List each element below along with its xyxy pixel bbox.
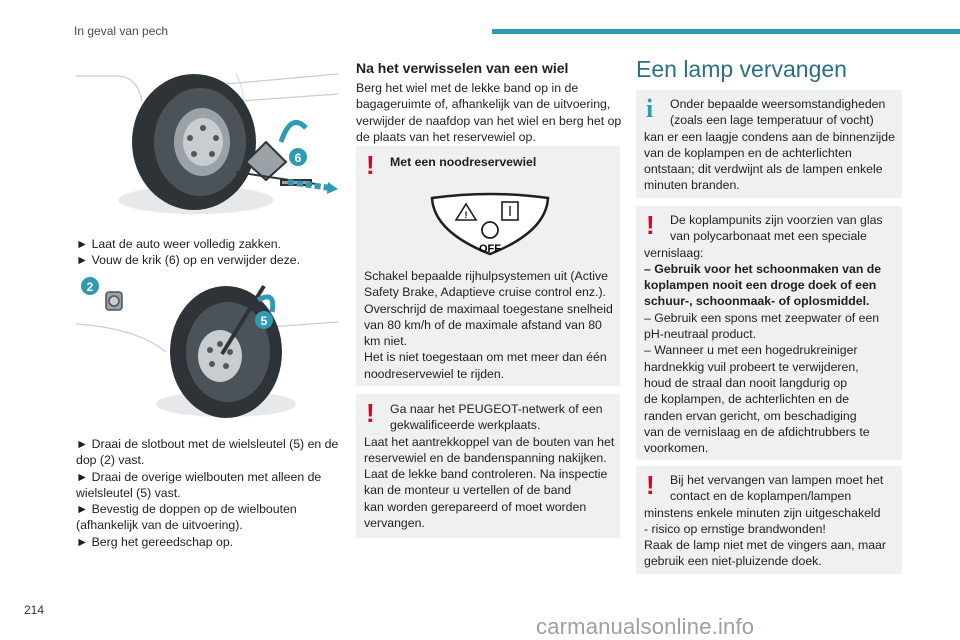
text-line: voorkomen. [644,441,709,456]
bullet-line: wielsleutel (5) vast. [76,485,181,500]
svg-text:!: ! [464,210,468,220]
warning-icon: ! [366,398,375,428]
warning-body-workshop [364,398,616,531]
bullet-line: ► Draai de overige wielbouten met alleen de [76,469,322,484]
bullet-line: ► Berg het gereedschap op. [76,534,234,549]
paragraph-store-wheel [356,80,626,146]
warning-body-polycarbonate [644,212,900,456]
text-line: contact en de koplampen/lampen [670,489,852,504]
text-line: kan er een laagje condens aan de binnenzijde [644,129,895,144]
text-line: – Wanneer u met een hogedrukreiniger [644,343,858,358]
callout-2-label: 2 [86,280,94,294]
text-line: Safety Brake, Adaptieve cruise control enz.). [364,285,606,300]
text-line: Raak de lamp niet met de vingers aan, maar [644,538,886,553]
text-line: minuten branden. [644,178,740,193]
wheel-bolt-illustration [76,272,338,422]
text-line: – Gebruik een spons met zeepwater of een [644,310,880,325]
warning-body-burns [644,472,900,570]
jack-lowering-illustration [76,72,338,220]
text-line: kan de monteur u vertellen of de band [364,483,572,498]
text-line: houd de straal dan nooit langdurig op [644,375,848,390]
text-line: verwijder de naafdop van het wiel en berg het op [356,113,622,128]
text-line: vernislaag: [644,245,704,260]
bolt-cap [106,292,122,310]
bullets-lower-car [76,236,346,269]
info-body-condensation [644,96,900,194]
text-line: van de koplampen en de achterlichten [644,145,852,160]
text-line: km niet. [364,334,408,349]
info-icon: i [646,94,654,123]
text-line: Berg het wiel met de lekke band op in de [356,81,579,95]
warning-box-workshop [356,394,620,538]
text-line: noodreservewiel te rijden. [364,366,505,381]
text-line: Onder bepaalde weersomstandigheden [670,97,886,111]
bullets-tighten [76,436,346,550]
bullet-line: ► Draai de slotbout met de wielsleutel (5) en de [76,437,339,451]
warning-box-spare-wheel [356,146,620,386]
section-heading-replace-lamp: Een lamp vervangen [636,56,847,82]
info-box-condensation [636,90,902,198]
bullet-line: (afhankelijk van de uitvoering). [76,518,243,533]
text-line: Laat het aantrekkoppel van de bouten van het [364,434,615,449]
warning-box-burns [636,466,902,574]
text-line: van de vernislaag en de afdichtrubbers te [644,424,870,439]
text-line: reservewiel en de bandenspanning nakijken. [364,450,607,465]
watermark: carmanualsonline.info [536,614,755,639]
chapter-title: In geval van pech [74,24,169,38]
text-line: van 80 km/h of de maximale afstand van 80 [364,317,602,332]
warning-icon: ! [366,150,375,180]
page-number: 214 [24,603,45,617]
text-line: Schakel bepaalde rijhulpsystemen uit (Active [364,269,609,283]
rotate-arrow [281,122,306,142]
text-line: hardnekkig vuil probeert te verwijderen, [644,359,859,374]
text-line: Laat de lekke band controleren. Na inspectie [364,467,608,482]
text-line: koplampen nooit een droge doek of een [644,278,877,293]
text-line: de koplampen, de achterlichten en de [644,392,850,407]
text-line: Het is niet toegestaan om met meer dan één [364,350,607,365]
warning-body-spare-wheel [364,268,616,382]
warning-box-polycarbonate [636,206,902,460]
warning-icon: ! [646,470,655,500]
wheel-tyre-2 [170,286,282,418]
text-line: De koplampunits zijn voorzien van glas [670,213,883,227]
wheel-tyre [132,74,256,210]
warning-icon: ! [646,210,655,240]
text-line: randen ervan gericht, om beschadiging [644,408,857,423]
off-label: OFF [479,243,501,255]
text-line: (zoals een lage temperatuur of vocht) [670,113,874,128]
text-line: van polycarbonaat met een speciale [670,229,867,244]
text-line: bagageruimte of, afhankelijk van de uitvoering, [356,97,611,112]
text-line: de plaats van het reservewiel op. [356,130,536,145]
text-line: – Gebruik voor het schoonmaken van de [644,261,882,276]
warning-title: Met een noodreservewiel [390,155,537,169]
text-line: minstens enkele minuten zijn uitgeschakeld [644,505,881,520]
text-line: Bij het vervangen van lampen moet het [670,473,884,487]
header-accent-bar [492,29,960,34]
text-line: kan worden gerepareerd of moet worden [364,499,587,514]
bullet-line: dop (2) vast. [76,453,145,468]
callout-5-label: 5 [260,314,268,328]
text-line: ontstaan; dit verdwijnt als de lampen enkele [644,162,883,177]
text-line: Overschrijd de maximaal toegestane snelheid [364,301,613,316]
text-line: gekwalificeerde werkplaats. [390,418,541,433]
text-line: gebruik een niet-pluizende doek. [644,554,822,569]
bullet-line: ► Vouw de krik (6) op en verwijder deze. [76,253,301,268]
text-line: Ga naar het PEUGEOT-netwerk of een [390,402,603,416]
bullet-line: ► Bevestig de doppen op de wielbouten [76,502,297,517]
section-heading-after-wheel-change: Na het verwisselen van een wiel [356,60,569,76]
bullet-line: ► Laat de auto weer volledig zakken. [76,237,281,251]
text-line: - risico op ernstige brandwonden! [644,521,826,536]
text-line: vervangen. [364,516,425,531]
callout-6-label: 6 [294,151,302,165]
text-line: schuur-, schoonmaak- of oplosmiddel. [644,294,870,309]
speed-sticker-illustration [428,192,552,258]
text-line: pH-neutraal product. [644,327,757,342]
